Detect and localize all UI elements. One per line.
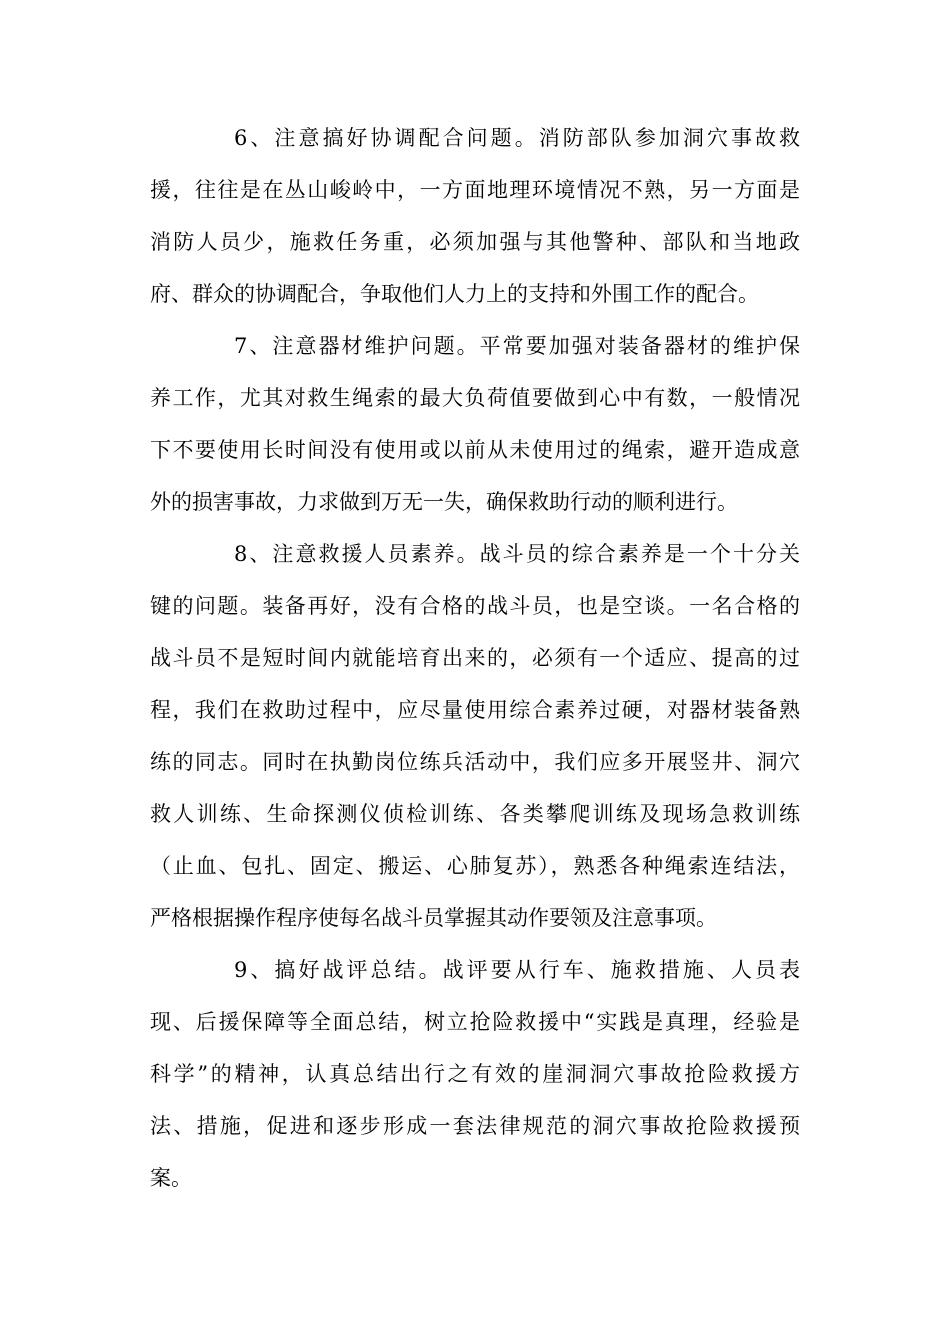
paragraph-line: 9、搞好战评总结。战评要从行车、施救措施、人员表	[234, 958, 800, 982]
paragraph-line: 外的损害事故，力求做到万无一失，确保救助行动的顺利进行。	[150, 490, 738, 514]
paragraph-line: （止血、包扎、固定、搬运、心肺复苏），熟悉各种绳索连结法，	[150, 854, 800, 878]
paragraph-line: 科学”的精神，认真总结出行之有效的崖洞洞穴事故抢险救援方	[150, 1062, 800, 1086]
paragraph-6-coordination	[150, 112, 800, 320]
paragraph-line: 练的同志。同时在执勤岗位练兵活动中，我们应多开展竖井、洞穴	[150, 750, 800, 774]
paragraph-line: 消防人员少，施救任务重，必须加强与其他警种、部队和当地政	[150, 230, 800, 254]
document-body	[150, 112, 800, 1204]
paragraph-line: 府、群众的协调配合，争取他们人力上的支持和外围工作的配合。	[150, 282, 759, 306]
paragraph-line: 7、注意器材维护问题。平常要加强对装备器材的维护保	[234, 334, 800, 358]
paragraph-line: 键的问题。装备再好，没有合格的战斗员，也是空谈。一名合格的	[150, 594, 800, 618]
paragraph-line: 战斗员不是短时间内就能培育出来的，必须有一个适应、提高的过	[150, 646, 800, 670]
paragraph-line: 案。	[150, 1166, 192, 1190]
paragraph-8-personnel-quality	[150, 528, 800, 944]
paragraph-line: 救人训练、生命探测仪侦检训练、各类攀爬训练及现场急救训练	[150, 802, 800, 826]
paragraph-9-review-summary	[150, 944, 800, 1204]
paragraph-line: 下不要使用长时间没有使用或以前从未使用过的绳索，避开造成意	[150, 438, 800, 462]
paragraph-line: 法、措施，促进和逐步形成一套法律规范的洞穴事故抢险救援预	[150, 1114, 800, 1138]
paragraph-line: 养工作，尤其对救生绳索的最大负荷值要做到心中有数，一般情况	[150, 386, 800, 410]
paragraph-line: 援，往往是在丛山峻岭中，一方面地理环境情况不熟，另一方面是	[150, 178, 800, 202]
paragraph-line: 程，我们在救助过程中，应尽量使用综合素养过硬，对器材装备熟	[150, 698, 800, 722]
paragraph-line: 6、注意搞好协调配合问题。消防部队参加洞穴事故救	[234, 126, 800, 150]
paragraph-7-equipment-maintenance	[150, 320, 800, 528]
paragraph-line: 现、后援保障等全面总结，树立抢险救援中“实践是真理，经验是	[150, 1010, 800, 1034]
paragraph-line: 8、注意救援人员素养。战斗员的综合素养是一个十分关	[234, 542, 800, 566]
paragraph-line: 严格根据操作程序使每名战斗员掌握其动作要领及注意事项。	[150, 906, 717, 930]
